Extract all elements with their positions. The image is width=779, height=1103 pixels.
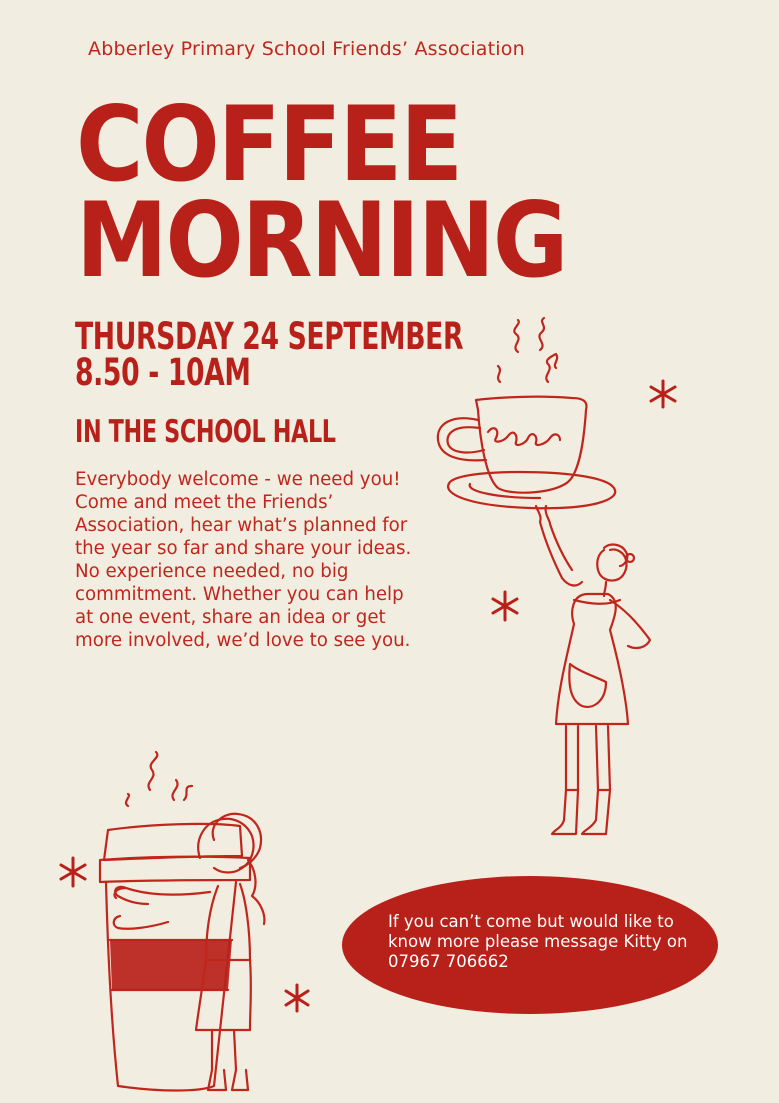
body-text	[75, 468, 425, 652]
title-line-1: COFFEE	[76, 85, 462, 205]
contact-message: If you can’t come but would like to know more please message Kitty on 07967 706662	[388, 912, 688, 971]
event-date: THURSDAY 24 SEPTEMBER	[75, 315, 464, 358]
waitress-illustration	[536, 506, 650, 834]
body-paragraph-meet: Come and meet the Friends’ Association, hear what’s planned for the year so far and share your ideas.	[75, 492, 412, 559]
body-paragraph-welcome: Everybody welcome - we need you!	[75, 469, 401, 490]
body-paragraph-commitment: No experience needed, no big commitment. Whether you can help at one event, share an idea or get more involved, we’d love to see you.	[75, 561, 411, 651]
title-line-2: MORNING	[76, 181, 567, 301]
takeaway-cup-illustration	[100, 752, 264, 1091]
event-time: 8.50 - 10AM	[75, 351, 251, 394]
coffee-cup-icon	[438, 318, 615, 508]
event-venue: IN THE SCHOOL HALL	[75, 414, 336, 450]
organisation-name: Abberley Primary School Friends’ Association	[88, 38, 525, 60]
